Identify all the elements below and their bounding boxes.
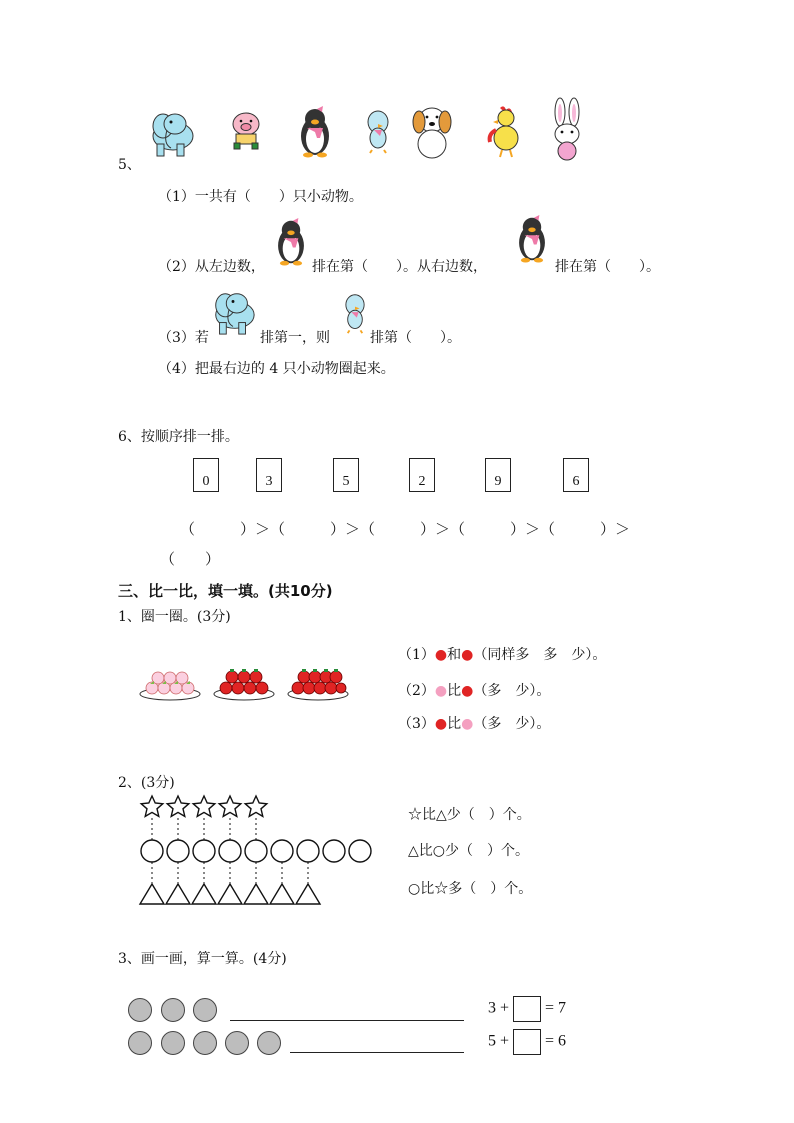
- q5-line-2c: 排在第（ ）。: [555, 259, 660, 275]
- compare-3-options[interactable]: （多 少）。: [473, 716, 551, 732]
- gray-circle: [161, 1031, 185, 1055]
- compare-1-options[interactable]: （同样多 多 少）。: [473, 647, 607, 663]
- small-bird-icon: [342, 292, 368, 334]
- penguin-icon: [274, 218, 308, 266]
- number-card: 6: [563, 458, 589, 492]
- compare-1-label: （1）: [398, 647, 435, 663]
- answer-box-1[interactable]: [513, 996, 541, 1022]
- question-6-title: 6、按顺序排一排。: [118, 429, 239, 445]
- ordering-blanks-line[interactable]: （ ）＞（ ）＞（ ）＞（ ）＞（ ）＞: [180, 520, 631, 538]
- number-card: 9: [485, 458, 511, 492]
- number-card: 5: [333, 458, 359, 492]
- strawberry-icon: ●: [461, 647, 474, 663]
- equation-1-left: 3 +: [488, 999, 510, 1017]
- gray-circle: [128, 1031, 152, 1055]
- compare-2-options[interactable]: （多 少）。: [473, 683, 551, 699]
- peach-icon: ●: [434, 683, 448, 699]
- rooster-icon: [486, 104, 524, 158]
- equation-2: [488, 1029, 566, 1055]
- s3-q2-title: 2、(3分): [118, 775, 175, 791]
- question-5-number: 5、: [118, 157, 141, 173]
- number-card: 3: [256, 458, 282, 492]
- triangle-shapes: [140, 884, 320, 904]
- elephant-icon: [145, 108, 197, 158]
- strawberry-plate-icon: [286, 664, 350, 702]
- q2-line-1[interactable]: ☆比△少（ ）个。: [408, 807, 531, 823]
- gray-circle: [193, 1031, 217, 1055]
- gray-circle: [193, 998, 217, 1022]
- pig-icon: [228, 110, 264, 150]
- q5-line-3c: 排第（ ）。: [370, 330, 461, 346]
- q5-line-2a: （2）从左边数，: [158, 259, 265, 275]
- small-bird-icon: [364, 108, 392, 154]
- compare-2-label: （2）: [398, 683, 435, 699]
- q5-line-2b: 排在第（ ）。从右边数，: [312, 259, 487, 275]
- gray-circle: [128, 998, 152, 1022]
- star-shapes: [141, 796, 267, 816]
- elephant-icon: [208, 288, 258, 336]
- compare-line-3: [398, 713, 550, 733]
- gray-circle: [257, 1031, 281, 1055]
- q2-line-2[interactable]: △比○少（ ）个。: [408, 843, 529, 859]
- compare-2-than: 比: [447, 683, 462, 699]
- q5-line-4: （4）把最右边的 4 只小动物圈起来。: [158, 361, 395, 377]
- equation-1-right: = 7: [545, 999, 567, 1017]
- gray-circle: [225, 1031, 249, 1055]
- compare-3-label: （3）: [398, 716, 435, 732]
- compare-3-than: 比: [447, 716, 462, 732]
- answer-box-2[interactable]: [513, 1029, 541, 1055]
- dog-icon: [410, 104, 454, 160]
- strawberry-icon: ●: [434, 647, 448, 663]
- q2-line-3[interactable]: ○比☆多（ ）个。: [408, 881, 533, 897]
- penguin-icon: [297, 106, 333, 158]
- equation-2-left: 5 +: [488, 1032, 510, 1050]
- penguin-icon: [515, 215, 549, 263]
- q5-line-3a: （3）若: [158, 330, 209, 346]
- ordering-blanks-line-2[interactable]: （ ）: [160, 550, 221, 568]
- q5-line-1: （1）一共有（ ）只小动物。: [158, 189, 363, 205]
- equation-2-right: = 6: [545, 1032, 567, 1050]
- strawberry-plate-icon: [212, 664, 276, 702]
- number-card: 2: [409, 458, 435, 492]
- peach-icon: ●: [461, 716, 474, 732]
- circle-shapes: [141, 840, 371, 862]
- number-card: 0: [193, 458, 219, 492]
- s3-q1-title: 1、圈一圈。(3分): [118, 609, 231, 625]
- q5-line-3b: 排第一，则: [260, 330, 330, 346]
- compare-line-1: [398, 644, 606, 664]
- equation-1: [488, 996, 566, 1022]
- drawing-line-1[interactable]: [230, 1020, 464, 1021]
- strawberry-icon: ●: [461, 683, 474, 699]
- drawing-line-2[interactable]: [290, 1052, 464, 1053]
- gray-circle: [161, 998, 185, 1022]
- strawberry-icon: ●: [434, 716, 448, 732]
- shapes-figure: [138, 794, 374, 910]
- peach-plate-icon: [138, 664, 202, 702]
- compare-line-2: [398, 680, 550, 700]
- section-3-heading: 三、比一比，填一填。(共10分): [118, 582, 333, 600]
- rabbit-icon: [547, 98, 587, 164]
- s3-q3-title: 3、画一画，算一算。(4分): [118, 951, 287, 967]
- compare-1-and: 和: [447, 647, 462, 663]
